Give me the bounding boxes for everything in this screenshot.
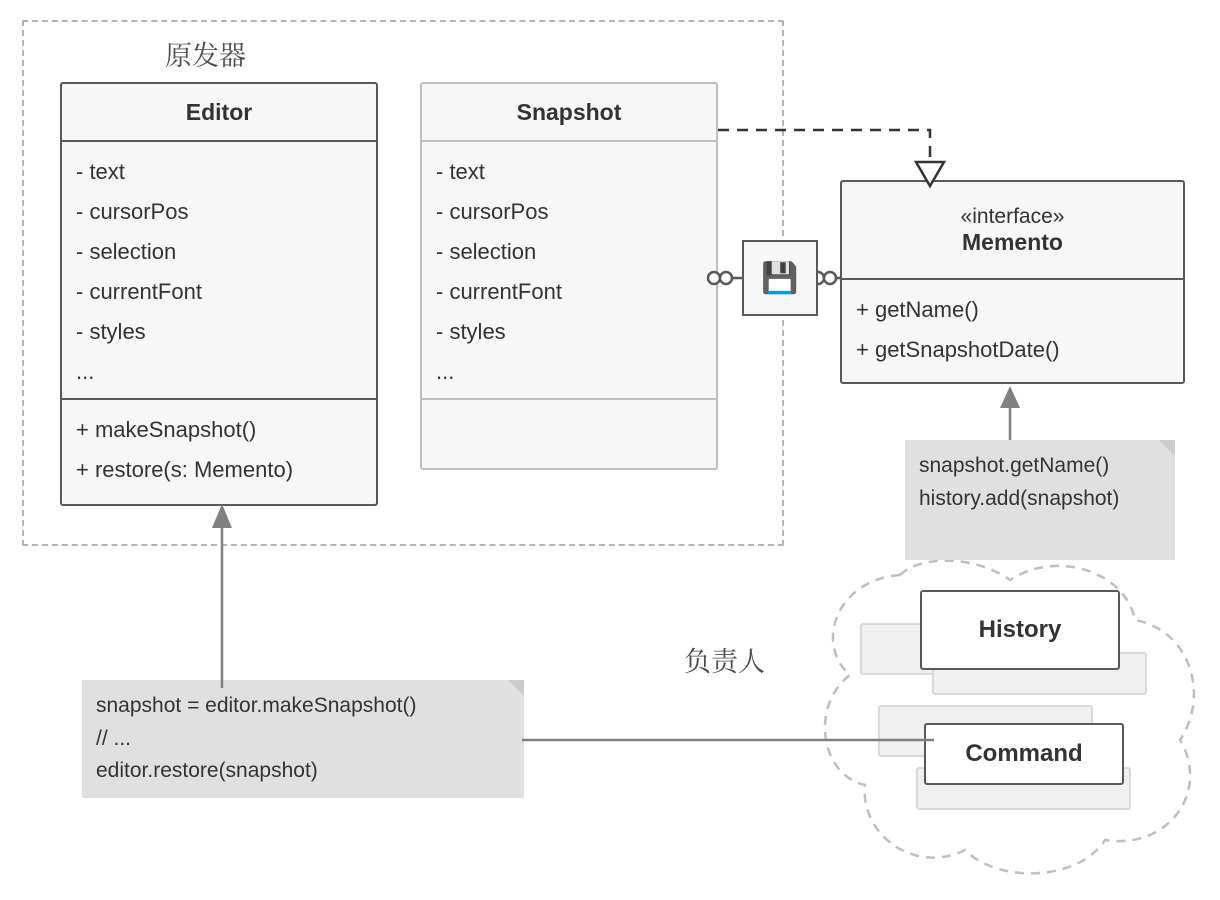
originator-group-label: 原发器 [165,41,246,71]
attribute: - styles [436,319,506,345]
attribute: - selection [436,239,537,265]
method: + restore(s: Memento) [76,457,294,483]
class-attributes-editor [62,142,376,398]
class-box-editor[interactable] [60,82,378,506]
attribute: - cursorPos [436,199,549,225]
attribute: - text [76,159,125,184]
class-box-memento[interactable] [840,180,1185,384]
attribute: ... [436,359,455,385]
arrow-note-to-editor [192,500,252,690]
attribute: ... [76,359,95,385]
attribute: - styles [76,319,146,345]
caretaker-group-label: 负责人 [684,647,765,677]
note-dogear-icon [1159,440,1175,456]
note-line: history.add(snapshot) [919,486,1120,510]
method: + getSnapshotDate() [856,337,1060,363]
class-methods-memento [842,280,1183,380]
class-methods-snapshot [422,398,716,468]
method: + getName() [856,297,979,322]
note-line: // ... [96,726,132,750]
note-editor-usage [82,680,524,798]
method: + makeSnapshot() [76,417,257,442]
realization-snapshot-memento [700,110,1050,200]
class-stereotype-memento: «interface» [960,204,1065,228]
class-title-command: Command [965,740,1083,767]
class-stack-history [860,590,1150,695]
class-attributes-snapshot [422,142,716,398]
note-line: editor.restore(snapshot) [96,759,318,783]
attribute: - cursorPos [76,199,189,225]
class-title-history: History [978,616,1062,643]
note-line: snapshot.getName() [919,454,1110,477]
link-note-to-command [520,730,940,750]
class-name-memento: Memento [962,229,1063,256]
floppy-disk-icon[interactable]: 💾 [742,240,818,316]
attribute: - selection [76,239,177,265]
class-box-snapshot[interactable] [420,82,718,470]
class-methods-editor [62,398,376,500]
class-box-history[interactable] [920,590,1120,670]
class-title-editor: Editor [62,84,376,142]
class-stack-command [878,705,1168,815]
note-line: snapshot = editor.makeSnapshot() [96,694,417,717]
note-dogear-icon [508,680,524,696]
class-title-snapshot: Snapshot [422,84,716,142]
attribute: - text [436,159,485,184]
class-box-command[interactable] [924,723,1124,785]
attribute: - currentFont [76,279,202,305]
attribute: - currentFont [436,279,562,305]
note-memento-usage [905,440,1175,560]
